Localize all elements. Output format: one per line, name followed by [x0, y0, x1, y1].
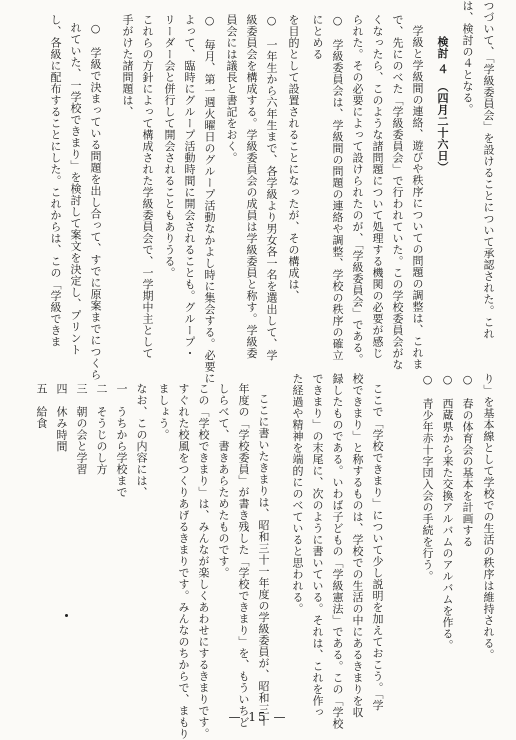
- text-column: を目的として設置されることになったが、その構成は、: [287, 14, 300, 302]
- bullet-item: ○ 一年生から六年生まで、各学級より男女各一名を選出して、学: [265, 14, 278, 361]
- ink-speck: [65, 614, 68, 617]
- text-column: た経過や精神を端的にのべていると思われる。: [291, 373, 304, 615]
- text-column: ここで「学校できまり」について少し説明を加えておこう。「学: [371, 383, 384, 711]
- text-column: し、各級に配布することにした。これからは、この「学級できま: [49, 14, 62, 348]
- list-item: 三 朝の会と学習: [75, 383, 88, 475]
- text-column: くなったら、このような諸問題について処理する機関の必要が感じ: [371, 14, 384, 359]
- text-column: 校できまり」と称するものは、学校での生活の中にあるきまりを収: [351, 373, 364, 718]
- text-column: れていた、一学校できまり」を検討して案文を決定し、プリント: [69, 22, 82, 356]
- page-number: — 15 —: [228, 710, 288, 724]
- text-column: よって、臨時にグループ活動時間に開会されることも。グループ・: [183, 14, 196, 359]
- text-column: 員会には議長と書記をおく。: [225, 14, 238, 164]
- text-column: り」を基本線として学校での生活の秩序は維持される。: [482, 373, 495, 661]
- list-item: 一 うちから学校まで: [115, 383, 128, 498]
- bullet-item: ○ 学級委員会は、学級間の問題の連絡や調整、学校の秩序の確立: [331, 14, 344, 361]
- quoted-text: ましょう。: [157, 383, 170, 441]
- text-column: にとめる: [311, 14, 324, 60]
- quoted-text: しらべて、書きあらためたものです。: [217, 383, 230, 579]
- list-item: 四 休み時間: [55, 383, 68, 452]
- text-column: できまり」の末尾に、次のように書いている。それは、これを作っ: [311, 373, 324, 718]
- bullet-item: ○ 青少年赤十字団入会の手続を行う。: [421, 373, 434, 582]
- list-item: 五 給食: [35, 383, 48, 429]
- text-column: で、先にのべた「学級委員会」で行われていた。この学校委員会がな: [391, 14, 404, 371]
- list-item: 二 そうじのし方: [95, 383, 108, 475]
- bullet-item: ○ 春の体育会の基本を計画する: [461, 373, 474, 548]
- text-column: 級委員会を構成する。学級委員会の成員は学級委員と称す。学級委: [245, 14, 258, 359]
- text-column: これらの方針によって構成された学級委員会で、一学期中主として: [141, 14, 154, 359]
- text-column: なお、この内容には、: [135, 383, 148, 498]
- bullet-item: ○ 毎月、第一週火曜日のグループ活動なかよし時に集会する。必要に: [203, 14, 216, 384]
- quoted-text: この「学校できまり」は、みんなが楽しくあわせにするきまりです。: [197, 383, 210, 740]
- text-column: 録したものである。いわば子どもの「学級憲法」である。この「学校: [331, 373, 344, 730]
- text-column: リーダー会と併行して開会されることもありうる。: [163, 14, 176, 279]
- text-column: は、検討の４となる。: [461, 0, 474, 115]
- quoted-text: 年度の「学校委員」が書き残した「学校できまり」を、もういちど: [237, 383, 250, 728]
- quoted-text: すぐれた校風をつくりあげるきまりです。みんなのちからで、まもり: [177, 383, 190, 740]
- bullet-item: ○ 学級で決まっている問題を出し合って、すでに原案までにつくら: [89, 22, 102, 381]
- bullet-item: ○ 西蔵県から来た交換アルバムのアルバムを作る。: [441, 373, 454, 651]
- text-column: 手がけた諸問題は、: [121, 14, 134, 118]
- text-column: 学級と学級間の連絡、遊びや秩序についての問題の調整は、これま: [411, 25, 424, 370]
- quoted-text: ここに書いたきまりは、昭和三十一年度の学級委員が、昭和三十: [257, 393, 270, 727]
- text-column: つづいて、「学級委員会」を設けることについて承認された。これ: [482, 0, 495, 340]
- section-heading: 検討 ４ （四月二十六日）: [436, 36, 449, 173]
- text-column: られた。その必要によって設けられたのが、「学級委員会」である。: [351, 14, 364, 365]
